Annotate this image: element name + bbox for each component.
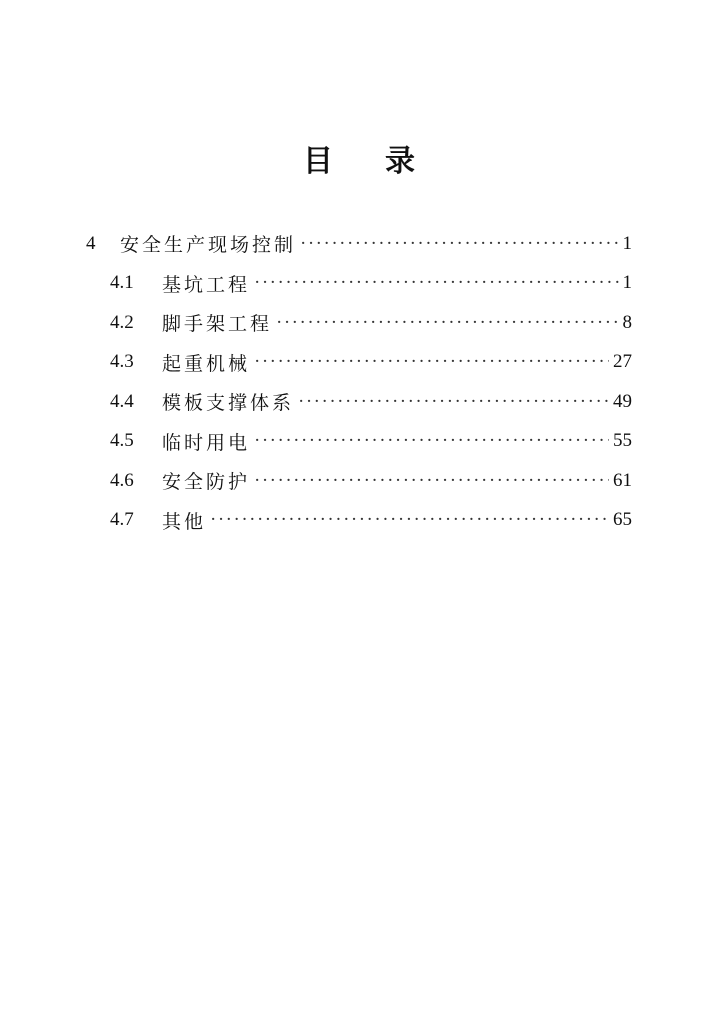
toc-entry-page: 27 <box>613 351 632 373</box>
toc-leader-dots <box>276 312 618 334</box>
toc-entry-4-7[interactable] <box>86 501 632 541</box>
toc-entry-4-5[interactable] <box>86 422 632 462</box>
toc-entry-4-1[interactable] <box>86 264 632 304</box>
toc-entry-page: 55 <box>613 430 632 452</box>
toc-entry-chapter-4[interactable] <box>86 224 632 264</box>
toc-entry-page: 65 <box>613 509 632 531</box>
toc-entry-page: 1 <box>622 272 632 294</box>
toc-entry-4-4[interactable] <box>86 382 632 422</box>
toc-leader-dots <box>210 509 609 531</box>
toc-leader-dots <box>254 272 618 294</box>
title-char-1: 目 <box>303 144 333 179</box>
toc-entry-number: 4.6 <box>110 469 134 491</box>
toc-entry-title: 脚手架工程 <box>162 313 273 336</box>
toc-entry-title: 安全生产现场控制 <box>120 234 297 257</box>
toc-entry-title: 起重机械 <box>162 352 251 375</box>
toc-leader-dots <box>254 430 609 452</box>
table-of-contents <box>86 224 632 540</box>
toc-entry-page: 8 <box>622 311 632 333</box>
toc-entry-title: 模板支撑体系 <box>162 392 295 415</box>
toc-entry-page: 49 <box>613 390 632 412</box>
toc-entry-number: 4.2 <box>110 311 134 333</box>
toc-entry-page: 61 <box>613 469 632 491</box>
toc-leader-dots <box>298 391 609 413</box>
toc-entry-page: 1 <box>622 232 632 254</box>
toc-entry-title: 基坑工程 <box>162 273 251 296</box>
toc-entry-number: 4.5 <box>110 430 134 452</box>
toc-entry-title: 临时用电 <box>162 431 251 454</box>
toc-entry-number: 4.4 <box>110 390 134 412</box>
toc-entry-title: 安全防护 <box>162 471 251 494</box>
toc-entry-4-3[interactable] <box>86 343 632 383</box>
toc-entry-number: 4.7 <box>110 509 134 531</box>
toc-entry-number: 4 <box>86 232 96 254</box>
toc-leader-dots <box>300 233 618 255</box>
toc-entry-number: 4.3 <box>110 351 134 373</box>
toc-leader-dots <box>254 470 609 492</box>
toc-entry-4-2[interactable] <box>86 303 632 343</box>
toc-entry-4-6[interactable] <box>86 461 632 501</box>
toc-entry-number: 4.1 <box>110 272 134 294</box>
title-char-2: 录 <box>385 144 415 179</box>
page-title <box>0 136 718 180</box>
toc-entry-title: 其他 <box>162 510 207 533</box>
toc-leader-dots <box>254 351 609 373</box>
